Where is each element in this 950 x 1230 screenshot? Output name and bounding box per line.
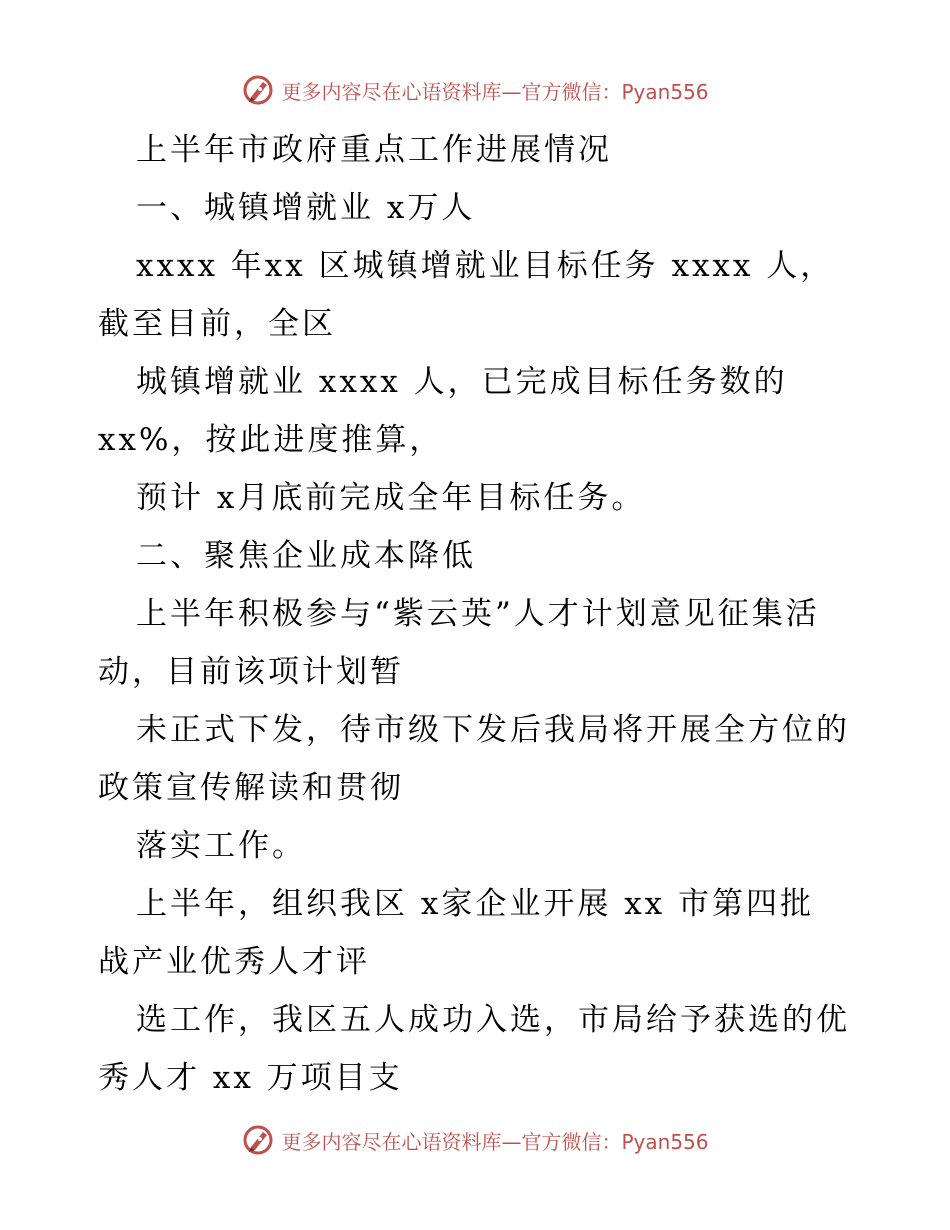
document-title: 上半年市政府重点工作进展情况 [136, 132, 612, 168]
banner-wechat-label: 官方微信： [521, 79, 622, 104]
paragraph-line: 秀人才 xx 万项目支 [98, 1060, 403, 1096]
paragraph-line: 城镇增就业 xxxx 人，已完成目标任务数的 [136, 364, 788, 400]
section-heading-2: 二、聚焦企业成本降低 [136, 538, 476, 574]
paragraph-line: 动，目前该项计划暂 [98, 654, 404, 690]
paragraph-line: 政策宣传解读和贯彻 [98, 770, 404, 806]
paragraph-line: 预计 x月底前完成全年目标任务。 [136, 480, 646, 516]
banner-wechat-id: Pyan556 [621, 79, 709, 104]
document-body [98, 121, 858, 1107]
paragraph-line: 未正式下发，待市级下发后我局将开展全方位的 [136, 712, 850, 748]
banner-text [281, 1126, 708, 1155]
header-banner-content [241, 73, 708, 107]
paragraph-line: 战产业优秀人才评 [98, 944, 370, 980]
header-banner [0, 70, 950, 110]
paragraph-line: 上半年积极参与“紫云英”人才计划意见征集活 [136, 596, 820, 632]
paragraph-line: 选工作，我区五人成功入选，市局给予获选的优 [136, 1002, 850, 1038]
pen-circle-logo-icon [241, 73, 275, 107]
banner-wechat-label: 官方微信： [521, 1129, 622, 1154]
paragraph-line: 落实工作。 [136, 828, 306, 864]
banner-site-name: 更多内容尽在心语资料库 [281, 1129, 502, 1154]
footer-banner-content [241, 1123, 708, 1157]
banner-separator: — [501, 79, 522, 104]
paragraph-line: 上半年，组织我区 x家企业开展 xx 市第四批 [136, 886, 815, 922]
pen-circle-logo-icon [241, 1123, 275, 1157]
banner-wechat-id: Pyan556 [621, 1129, 709, 1154]
banner-text [281, 76, 708, 105]
paragraph-line: xx%，按此进度推算， [98, 422, 444, 458]
footer-banner [0, 1120, 950, 1160]
paragraph-line: xxxx 年xx 区城镇增就业目标任务 xxxx 人， [136, 248, 835, 284]
section-heading-1: 一、城镇增就业 x万人 [136, 190, 476, 226]
paragraph-line: 截至目前，全区 [98, 306, 336, 342]
banner-site-name: 更多内容尽在心语资料库 [281, 79, 502, 104]
banner-separator: — [501, 1129, 522, 1154]
